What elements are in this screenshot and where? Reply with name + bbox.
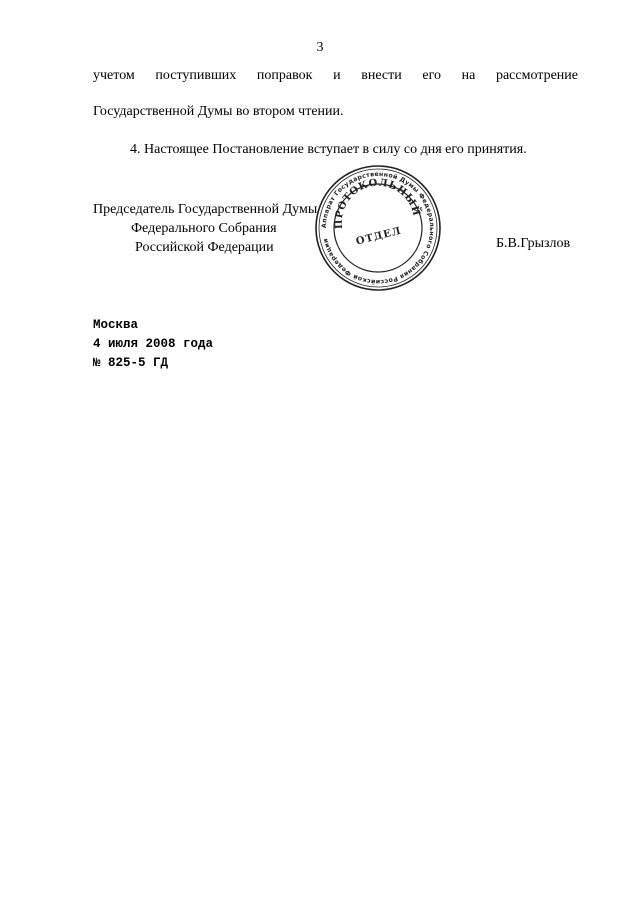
body-word: на xyxy=(461,68,476,83)
paragraph-4: 4. Настоящее Постановление вступает в силу со дня его принятия. xyxy=(130,142,527,157)
body-word: внести xyxy=(361,68,402,83)
stamp-outer-text: Аппарат Государственной Думы Федерального Собрания Российской Федерации xyxy=(320,170,436,286)
signature-title xyxy=(93,200,317,257)
signature-title-line-1: Председатель Государственной Думы xyxy=(93,202,318,217)
signature-title-line-2: Федерального Собрания xyxy=(131,221,277,236)
stamp-inner-text-1: ПРОТОКОЛЬНЫЙ xyxy=(333,177,422,230)
footer-number: № 825-5 ГД xyxy=(93,356,169,370)
official-seal-stamp xyxy=(313,163,443,293)
body-line-2: Государственной Думы во втором чтении. xyxy=(93,104,344,119)
signer-name: Б.В.Грызлов xyxy=(496,236,571,251)
body-word: его xyxy=(422,68,441,83)
signature-title-line-3: Российской Федерации xyxy=(135,240,274,255)
document-footer xyxy=(93,316,213,373)
body-word: поступивших xyxy=(155,68,237,83)
body-word: поправок xyxy=(256,68,313,83)
footer-city: Москва xyxy=(93,318,139,332)
footer-date: 4 июля 2008 года xyxy=(93,337,214,351)
body-line-1 xyxy=(93,68,578,84)
page-number: 3 xyxy=(316,40,324,55)
body-word: учетом xyxy=(93,68,135,83)
body-word: рассмотрение xyxy=(495,68,578,83)
stamp-inner-text-2: ОТДЕЛ xyxy=(354,225,403,248)
body-word: и xyxy=(333,68,341,83)
